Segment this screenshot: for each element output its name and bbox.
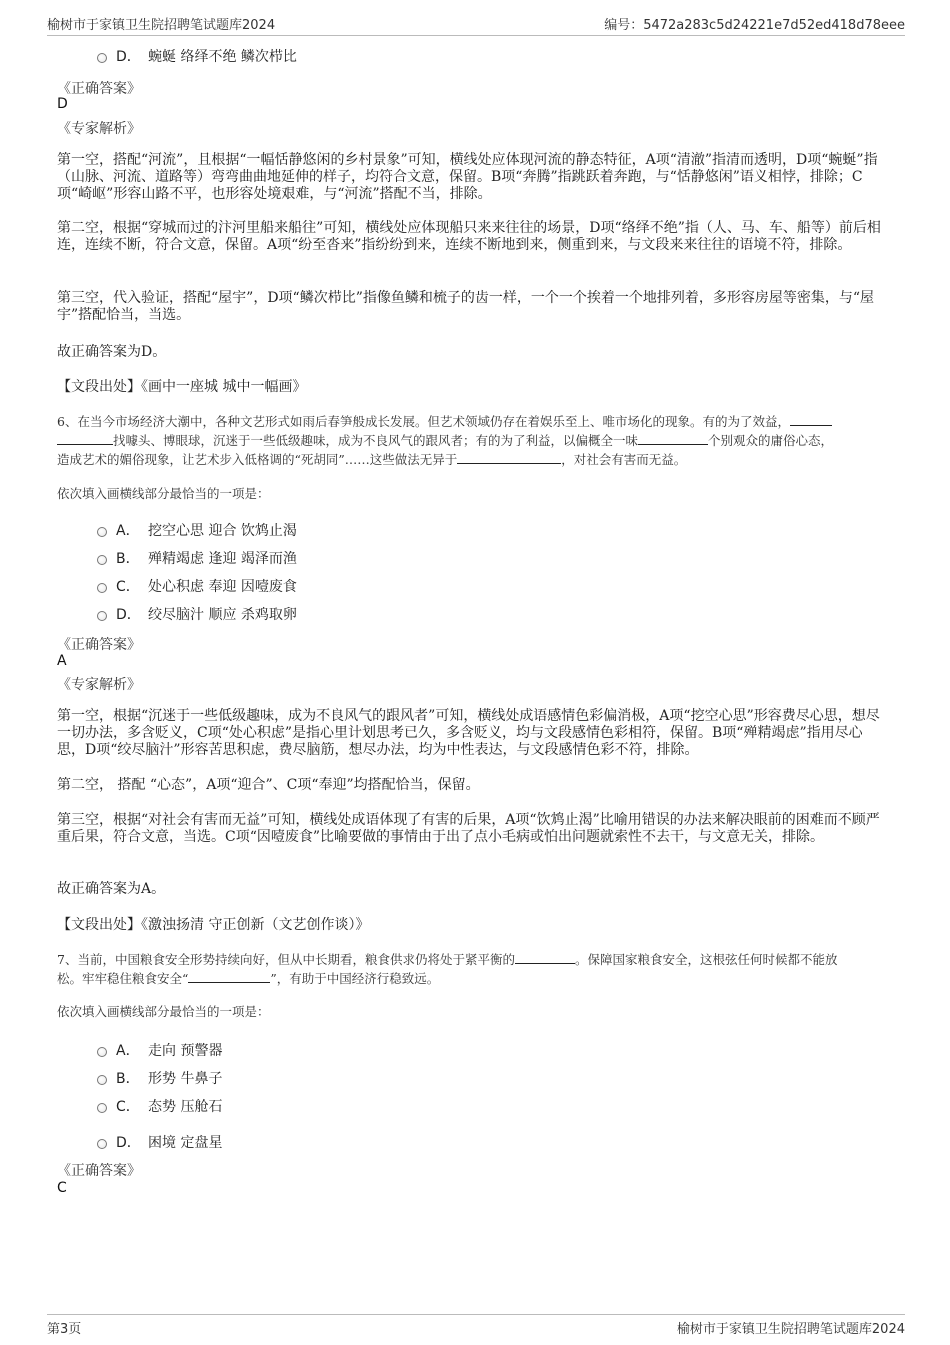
- radio-icon[interactable]: [97, 583, 107, 593]
- q5-answer: D: [57, 96, 68, 112]
- q5-source: 【文段出处】《画中一座城 城中一幅画》: [57, 379, 307, 395]
- q6-answer: A: [57, 653, 67, 669]
- blank-1: [515, 950, 575, 964]
- q7-answer-label: 《正确答案》: [57, 1163, 141, 1179]
- page-footer: [47, 1314, 905, 1337]
- q6-analysis-label: 《专家解析》: [57, 677, 141, 693]
- option-text: 形势 牛鼻子: [148, 1071, 223, 1087]
- q6-option-a[interactable]: [97, 520, 297, 540]
- option-text: 态势 压舱石: [148, 1099, 223, 1115]
- page-number: 第3页: [47, 1322, 82, 1337]
- q6-option-c[interactable]: [97, 576, 297, 596]
- radio-icon[interactable]: [97, 1047, 107, 1057]
- q5-analysis-para1: 第一空，搭配“河流”，且根据“一幅恬静悠闲的乡村景象”可知，横线处应体现河流的静态特征，A项“清澈”指清而透明，D项“蜿蜒”指（山脉、河流、道路等）弯弯曲曲地延伸的样子，均符合文意，保留。B项“奔腾”指跳跃着奔跑，与“恬静悠闲”语义相悖，排除；C项“崎岖”形容山路不平，也形容处境艰难，与“河流”搭配不当，排除。: [57, 152, 878, 202]
- option-letter: B．: [116, 1071, 140, 1087]
- q6-analysis-para3: 第三空，根据“对社会有害而无益”可知，横线处成语体现了有害的后果，A项“饮鸩止渴”比喻用错误的办法来解决眼前的困难而不顾严重后果，符合文意，当选。C项“因噎废食”比喻要做的事情由于出了点小毛病或怕出问题就索性不去干，与文意无关，排除。: [57, 812, 880, 845]
- blank-2: [188, 969, 270, 983]
- option-letter: A．: [116, 1043, 140, 1059]
- q6-answer-label: 《正确答案》: [57, 637, 141, 653]
- header-serial: 编号：5472a283c5d24221e7d52ed418d78eee: [604, 18, 905, 33]
- q6-option-d[interactable]: [97, 604, 297, 624]
- option-text: 处心积虑 奉迎 因噎废食: [148, 579, 297, 595]
- q6-stem-part4: 造成艺术的媚俗现象，让艺术步入低格调的“死胡同”……这些做法无异于: [57, 452, 458, 467]
- q7-stem-part4: ”，有助于中国经济行稳致远。: [270, 971, 440, 986]
- radio-icon[interactable]: [97, 1139, 107, 1149]
- q6-conclusion: 故正确答案为A。: [57, 881, 166, 897]
- q7-option-d[interactable]: [97, 1132, 222, 1152]
- radio-icon[interactable]: [97, 611, 107, 621]
- option-text: 挖空心思 迎合 饮鸩止渴: [148, 523, 297, 539]
- q6-prompt: 依次填入画横线部分最恰当的一项是：: [57, 486, 270, 501]
- option-text: 走向 预警器: [148, 1043, 223, 1059]
- q5-answer-label: 《正确答案》: [57, 81, 141, 97]
- blank-2: [638, 431, 708, 445]
- radio-icon[interactable]: [97, 1075, 107, 1085]
- option-letter: D．: [116, 49, 141, 65]
- q6-source: 【文段出处】《激浊扬清 守正创新（文艺创作谈）》: [57, 917, 370, 933]
- q5-option-d[interactable]: [97, 46, 297, 66]
- q5-analysis-para3: 第三空，代入验证，搭配“屋宇”，D项“鳞次栉比”指像鱼鳞和梳子的齿一样，一个一个挨着一个地排列着，多形容房屋等密集，与“屋宇”搭配恰当，当选。: [57, 290, 875, 323]
- blank-1b: [57, 431, 113, 445]
- q6-stem-part5: ，对社会有害而无益。: [561, 452, 687, 467]
- option-letter: C．: [116, 579, 140, 595]
- radio-icon[interactable]: [97, 527, 107, 537]
- q6-stem-part3: 个别观众的庸俗心态，: [708, 433, 834, 448]
- option-letter: D．: [116, 1135, 141, 1151]
- q7-option-a[interactable]: [97, 1040, 222, 1060]
- q5-analysis-label: 《专家解析》: [57, 121, 141, 137]
- q6-option-b[interactable]: [97, 548, 297, 568]
- q6-analysis-para2: 第二空， 搭配 “心态”，A项“迎合”、C项“奉迎”均搭配恰当，保留。: [57, 777, 480, 793]
- option-text: 殚精竭虑 逢迎 竭泽而渔: [148, 551, 297, 567]
- option-letter: B．: [116, 551, 140, 567]
- q7-option-c[interactable]: [97, 1096, 222, 1116]
- page-header: [47, 14, 905, 36]
- q5-conclusion: 故正确答案为D。: [57, 344, 167, 360]
- q6-analysis-para1: 第一空，根据“沉迷于一些低级趣味，成为不良风气的跟风者”可知，横线处成语感情色彩偏消极，A项“挖空心思”形容费尽心思，想尽一切办法，多含贬义，C项“处心积虑”是指心里计划思考已久，多含贬义，均与文段感情色彩相符，保留。B项“殚精竭虑”指用尽心思，D项“绞尽脑汁”形容苦思积虑，费尽脑筋，想尽办法，均为中性表达，与文段感情色彩不符，排除。: [57, 708, 880, 758]
- q7-stem-part2: 。保障国家粮食安全，这根弦任何时候都不能放: [574, 952, 838, 967]
- blank-1a: [790, 412, 832, 426]
- option-letter: A．: [116, 523, 140, 539]
- option-text: 蜿蜒 络绎不绝 鳞次栉比: [148, 49, 297, 65]
- option-letter: C．: [116, 1099, 140, 1115]
- q7-stem-part1: 7、当前，中国粮食安全形势持续向好，但从中长期看，粮食供求仍将处于紧平衡的: [57, 952, 515, 967]
- radio-icon[interactable]: [97, 53, 107, 63]
- q6-stem-part1: 6、在当今市场经济大潮中，各种文艺形式如雨后春笋般成长发展。但艺术领域仍存在着娱乐至上、唯市场化的现象。有的为了效益，: [57, 414, 790, 429]
- q5-analysis-para2: 第二空，根据“穿城而过的汴河里船来船往”可知，横线处应体现船只来来往往的场景，D项“络绎不绝”指（人、马、车、船等）前后相连，连续不断，符合文意，保留。A项“纷至沓来”指纷纷到来，连续不断地到来，侧重到来，与文段来来往往的语境不符，排除。: [57, 220, 881, 253]
- option-text: 困境 定盘星: [148, 1135, 223, 1151]
- q7-option-b[interactable]: [97, 1068, 222, 1088]
- q6-stem-part2: 找噱头、博眼球，沉迷于一些低级趣味，成为不良风气的跟风者；有的为了利益，以偏概全一味: [113, 433, 639, 448]
- radio-icon[interactable]: [97, 1103, 107, 1113]
- q7-prompt: 依次填入画横线部分最恰当的一项是：: [57, 1004, 270, 1019]
- footer-title: 榆树市于家镇卫生院招聘笔试题库2024: [676, 1322, 905, 1337]
- q6-stem: [57, 412, 890, 469]
- option-letter: D．: [116, 607, 141, 623]
- blank-3: [457, 450, 561, 464]
- q7-stem-part3: 松。牢牢稳住粮食安全“: [57, 971, 189, 986]
- option-text: 绞尽脑汁 顺应 杀鸡取卵: [148, 607, 297, 623]
- header-title: 榆树市于家镇卫生院招聘笔试题库2024: [47, 18, 276, 33]
- q7-stem: [57, 950, 890, 988]
- radio-icon[interactable]: [97, 555, 107, 565]
- q7-answer: C: [57, 1180, 67, 1196]
